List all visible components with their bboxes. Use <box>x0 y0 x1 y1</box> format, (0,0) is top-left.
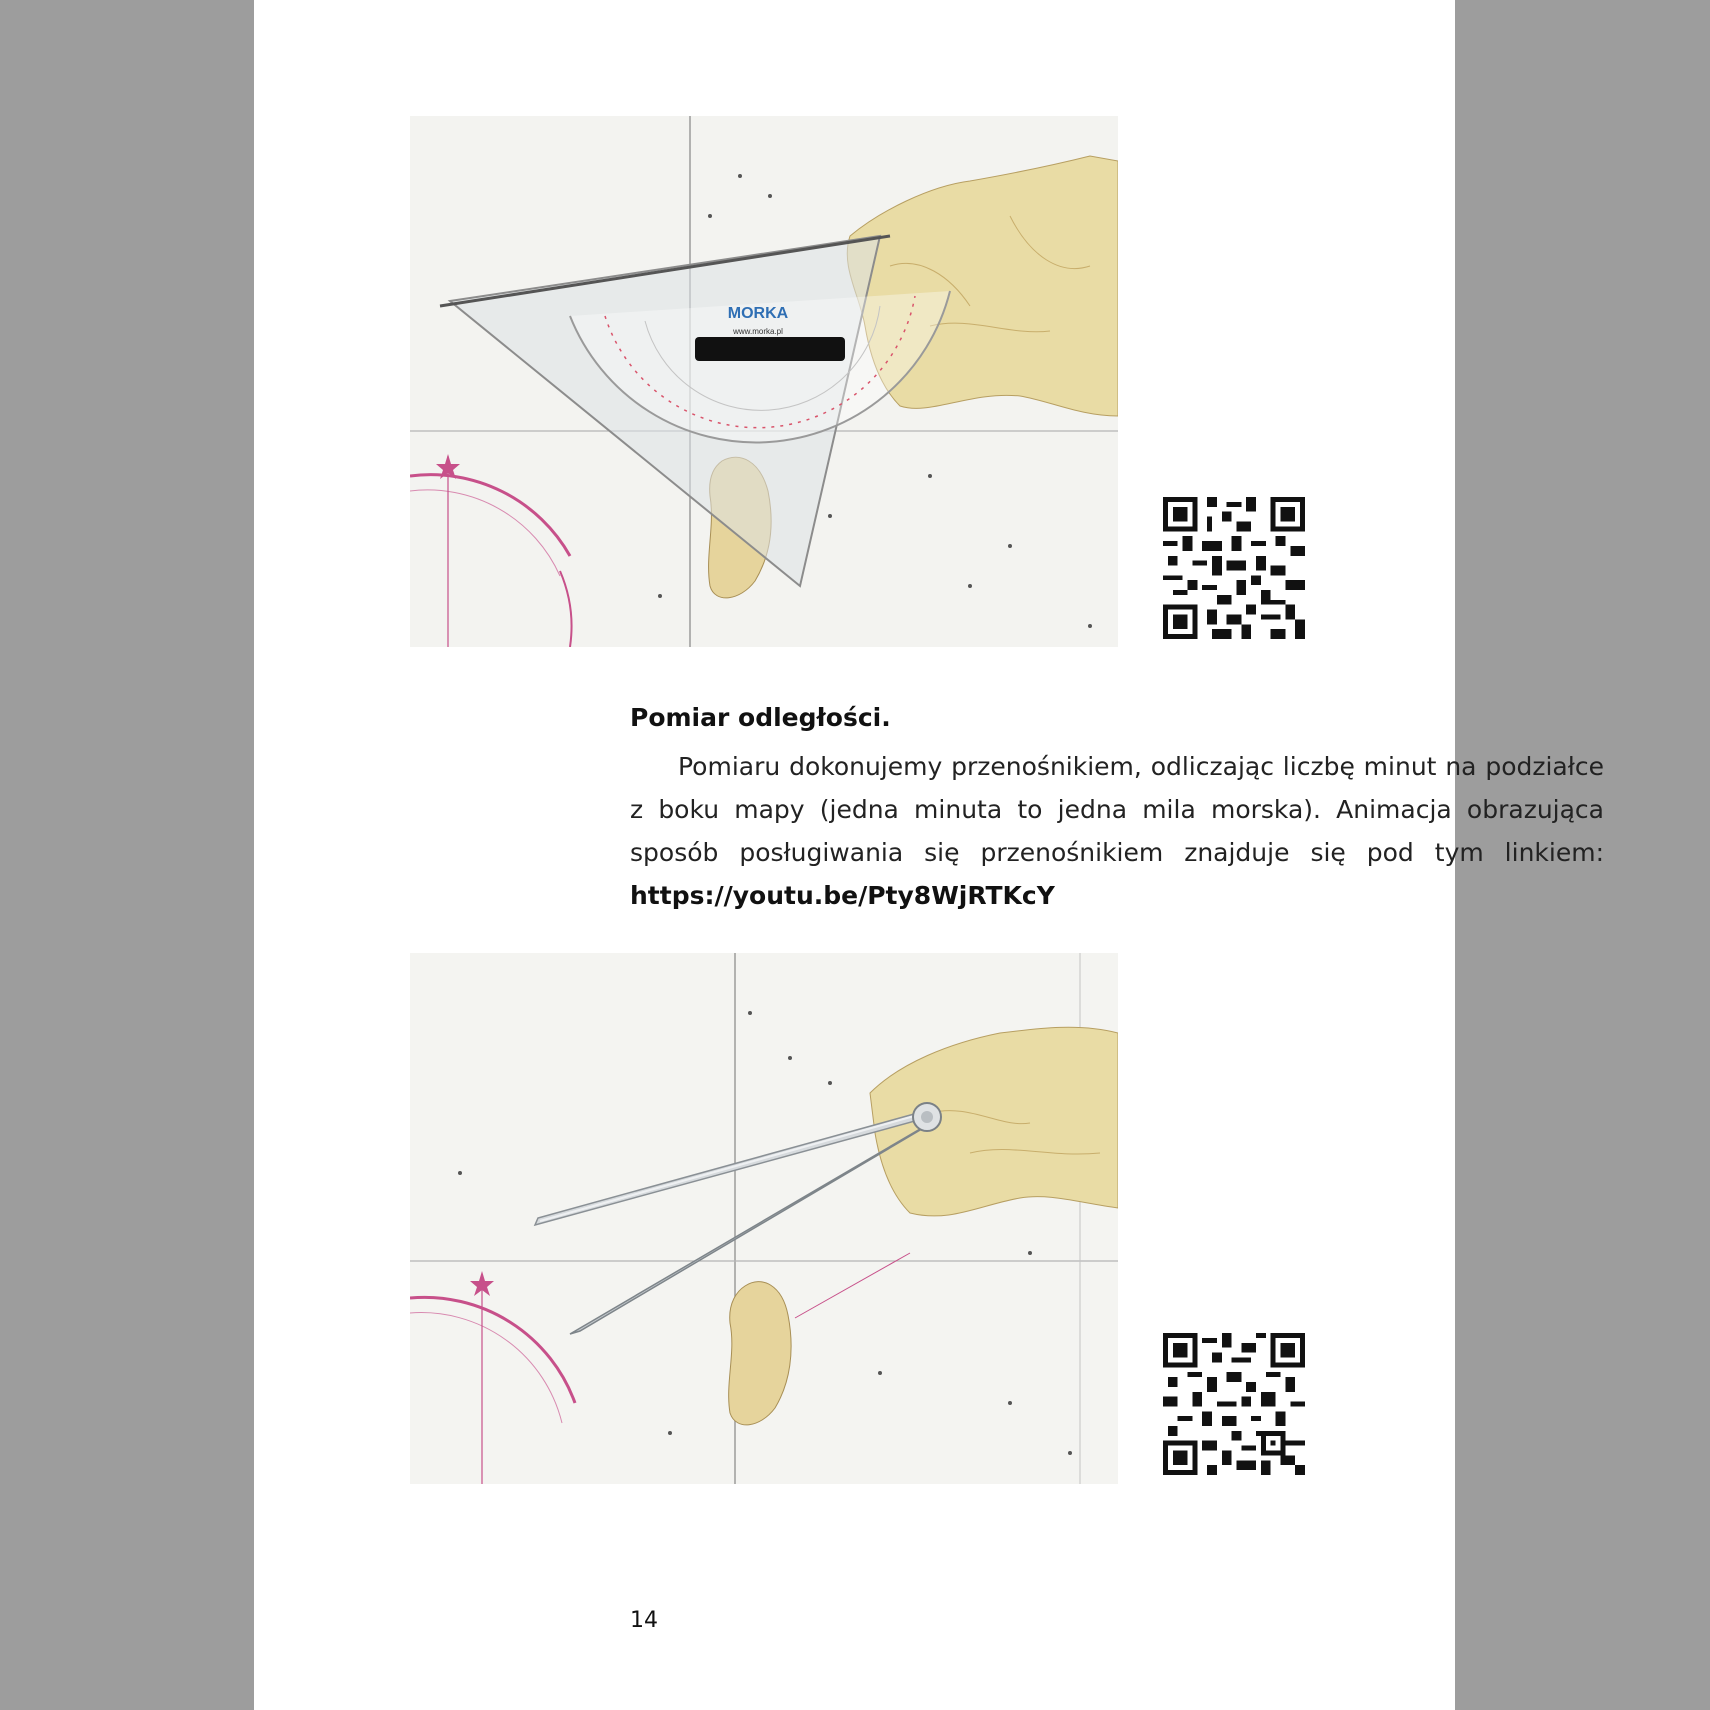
qr-code-top <box>1163 497 1305 639</box>
chart-photo-dividers <box>410 953 1118 1484</box>
protractor-url-text: www.morka.pl <box>733 327 783 336</box>
document-page <box>254 0 1604 1703</box>
body-paragraph <box>630 745 1604 917</box>
paragraph-text: Pomiaru dokonujemy przenośnikiem, odliczając liczbę minut na podziałce z boku mapy (jedna minuta to jedna mila morska). Animacja obrazująca sposób posługiwania się przenośnikiem znajduje się pod tym linkiem: <box>630 752 1604 867</box>
page-number: 14 <box>630 1608 658 1633</box>
protractor-brand-text: MORKA <box>727 305 789 322</box>
chart-photo-protractor <box>410 116 1118 647</box>
qr-code-bottom <box>1163 1333 1305 1475</box>
section-heading: Pomiar odległości. <box>630 703 891 732</box>
next-page-edge <box>254 1703 1455 1710</box>
youtube-link[interactable]: https://youtu.be/Pty8WjRTKcY <box>630 881 1055 910</box>
